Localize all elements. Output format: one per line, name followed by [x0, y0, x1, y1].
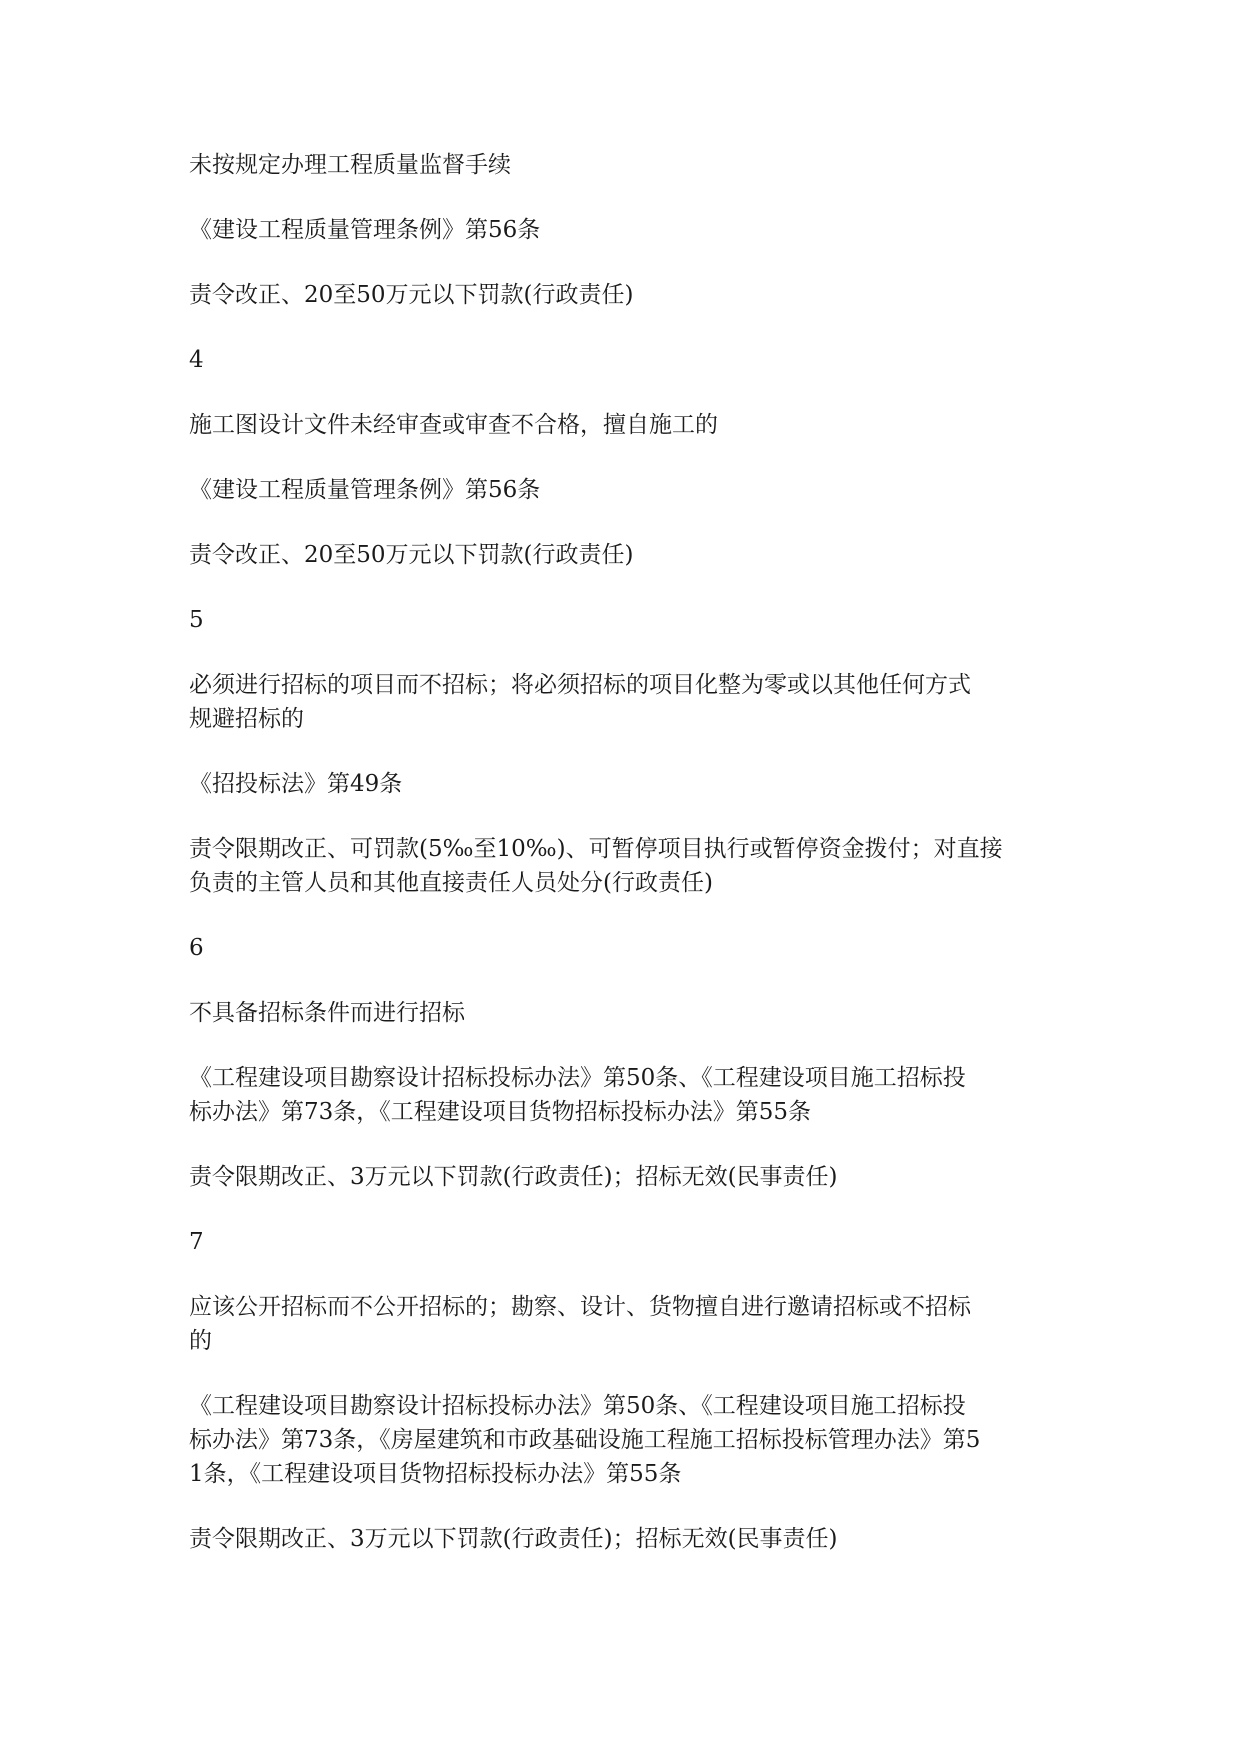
item-number: 5 [189, 607, 204, 633]
legal-basis-text: 《建设工程质量管理条例》第56条 [189, 217, 541, 243]
penalty-text: 责令限期改正、3万元以下罚款(行政责任)；招标无效(民事责任) [189, 1526, 838, 1552]
violation-item-text: 施工图设计文件未经审查或审查不合格，擅自施工的 [189, 412, 718, 438]
item-number: 6 [189, 935, 204, 961]
violation-item-text: 不具备招标条件而进行招标 [189, 1000, 465, 1026]
violation-item-text: 未按规定办理工程质量监督手续 [189, 152, 511, 178]
violation-item-text: 必须进行招标的项目而不招标；将必须招标的项目化整为零或以其他任何方式 规避招标的 [189, 672, 971, 732]
penalty-text: 责令限期改正、3万元以下罚款(行政责任)；招标无效(民事责任) [189, 1164, 838, 1190]
penalty-text: 责令改正、20至50万元以下罚款(行政责任) [189, 542, 634, 568]
legal-basis-text: 《工程建设项目勘察设计招标投标办法》第50条、《工程建设项目施工招标投 标办法》第73条，《工程建设项目货物招标投标办法》第55条 [189, 1065, 966, 1125]
legal-basis-text: 《招投标法》第49条 [189, 771, 403, 797]
item-number: 7 [189, 1229, 204, 1255]
penalty-text: 责令改正、20至50万元以下罚款(行政责任) [189, 282, 634, 308]
document-body [189, 148, 1069, 1587]
item-number: 4 [189, 347, 204, 373]
legal-basis-text: 《工程建设项目勘察设计招标投标办法》第50条、《工程建设项目施工招标投 标办法》第73条，《房屋建筑和市政基础设施工程施工招标投标管理办法》第5 1条，《工程建设项目货物招标投标办法》第55条 [189, 1393, 981, 1487]
penalty-text: 责令限期改正、可罚款(5‰至10‰)、可暂停项目执行或暂停资金拨付；对直接 负责的主管人员和其他直接责任人员处分(行政责任) [189, 836, 1003, 896]
violation-item-text: 应该公开招标而不公开招标的；勘察、设计、货物擅自进行邀请招标或不招标 的 [189, 1294, 971, 1354]
legal-basis-text: 《建设工程质量管理条例》第56条 [189, 477, 541, 503]
